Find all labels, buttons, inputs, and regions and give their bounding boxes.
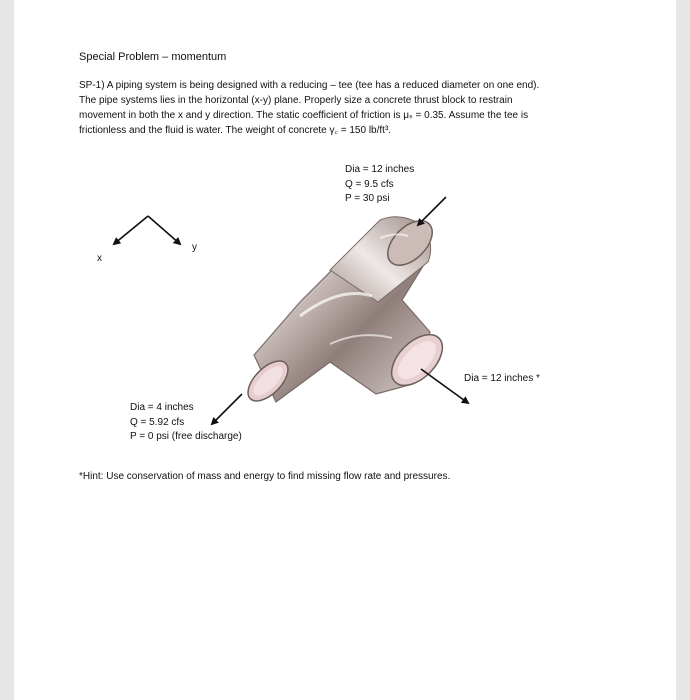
outlet-bottom-labels — [130, 401, 242, 445]
problem-line-3: movement in both the x and y direction. The static coefficient of friction is μₛ = 0.35. Assume the tee is — [79, 110, 529, 121]
outlet-right-dia: Dia = 12 inches * — [464, 373, 540, 384]
problem-line-4: frictionless and the fluid is water. The weight of concrete γ꜀ = 150 lb/ft³. — [79, 125, 392, 136]
problem-line-2: The pipe systems lies in the horizontal (x-y) plane. Properly size a concrete thrust block to restrain — [79, 95, 513, 106]
axes-icon — [114, 216, 180, 244]
inlet-flow-arrow — [418, 197, 446, 225]
hint-text: *Hint: Use conservation of mass and energy to find missing flow rate and pressures. — [79, 471, 451, 482]
inlet-top-labels — [345, 163, 414, 207]
outlet-bottom-flow-rate: Q = 5.92 cfs — [130, 416, 185, 428]
x-axis-arrow — [114, 216, 148, 244]
outlet-bottom-pressure: P = 0 psi (free discharge) — [130, 431, 242, 442]
outlet-right-arrow — [421, 369, 468, 403]
reducing-tee-icon — [241, 213, 452, 408]
y-axis-label: y — [192, 242, 197, 253]
outlet-bottom-dia: Dia = 4 inches — [130, 402, 194, 413]
y-axis-arrow — [148, 216, 180, 244]
inlet-dia: Dia = 12 inches — [345, 164, 415, 175]
inlet-flow-rate: Q = 9.5 cfs — [345, 178, 394, 190]
inlet-pressure: P = 30 psi — [345, 193, 390, 204]
page-title: Special Problem – momentum — [79, 51, 227, 63]
problem-line-1: SP-1) A piping system is being designed with a reducing – tee (tee has a reduced diameter on one end). — [79, 80, 540, 91]
x-axis-label: x — [97, 253, 102, 264]
